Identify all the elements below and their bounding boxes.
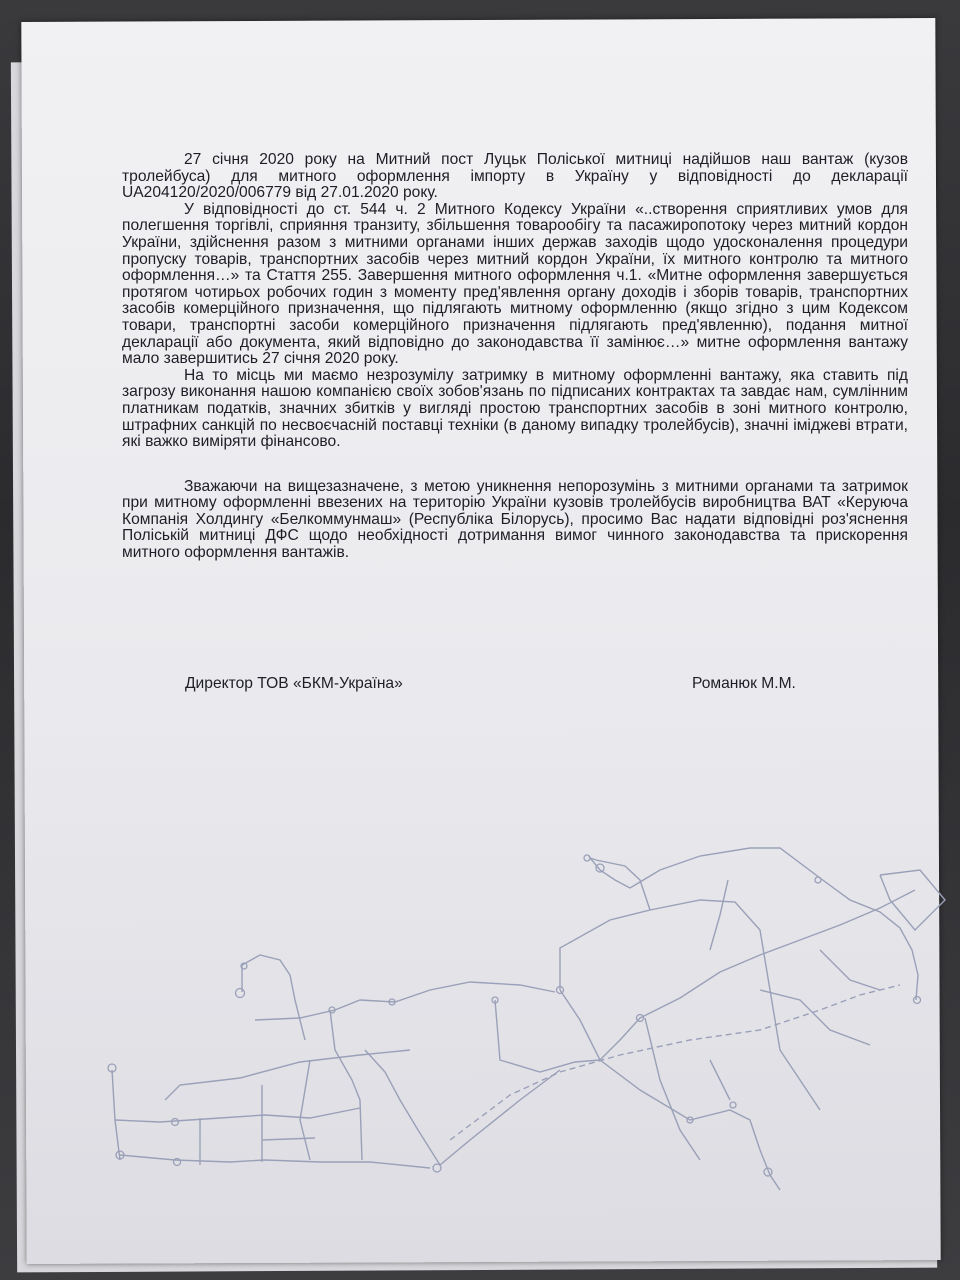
paragraph-delay: На то місць ми маємо незрозумілу затримку в митному оформленні вантажу, яка ставить під загрозу виконання нашою компанією своїх зобов'язань по підписаних контрактах та завдає нам, сумлінним платникам податків, значних збитків у вигляді простою транспортних засобів в зоні митного контролю, штрафних санкцій по несвоєчасній поставці техніки (в даному випадку тролейбусів), значні іміджеві втрати, які важко виміряти фінансово. xyxy=(122,366,908,451)
paragraph-request: Зважаючи на вищезазначене, з метою уникнення непорозумінь з митними органами та затримок при митному оформленні ввезених на територію України кузовів тролейбусів виробництва ВАТ «Керуюча Компанія Холдингу «Белкоммунмаш» (Республіка Білорусь), просимо Вас надати відповідні роз'яснення Поліській митниці ДФС щодо необхідності дотримання вимог чинного законодавства та прискорення митного оформлення вантажів. xyxy=(122,477,908,562)
paragraph-receipt: 27 січня 2020 року на Митний пост Луцьк Поліської митниці надійшов наш вантаж (кузов тролейбуса) для митного оформлення імпорту в Україну у відповідності до декларації UA204120/2020/006779 від 27.01.2020 року. xyxy=(122,151,908,202)
paragraph-legal-basis: У відповідності до ст. 544 ч. 2 Митного Кодексу України «..створення сприятливих умов для полегшення торгівлі, сприяння транзиту, збільшення товарообігу та пасажиропотоку через митний кордон України, здійснення разом з митними органами інших держав заходів щодо удосконалення процедури пропуску товарів, транспортних засобів через митний кордон України, їх митного контролю та митного оформлення…» та Стаття 255. Завершення митного оформлення ч.1. «Митне оформлення завершується протягом чотирьох робочих годин з моменту пред'явлення органу доходів і зборів товарів, транспортних засобів комерційного призначення, що підлягають митному оформленню (якщо згідно з цим Кодексом товари, транспортні засоби комерційного призначення підлягають пред'явленню), подання митної декларації або документа, який відповідно до законодавства її замінює…» митне оформлення вантажу мало завершитись 27 січня 2020 року. xyxy=(122,200,908,368)
route-lines xyxy=(112,848,945,1190)
signatory-title: Директор ТОВ «БКМ-Україна» xyxy=(185,675,403,692)
route-stops xyxy=(108,855,921,1176)
signatory-name: Романюк М.М. xyxy=(692,675,796,692)
